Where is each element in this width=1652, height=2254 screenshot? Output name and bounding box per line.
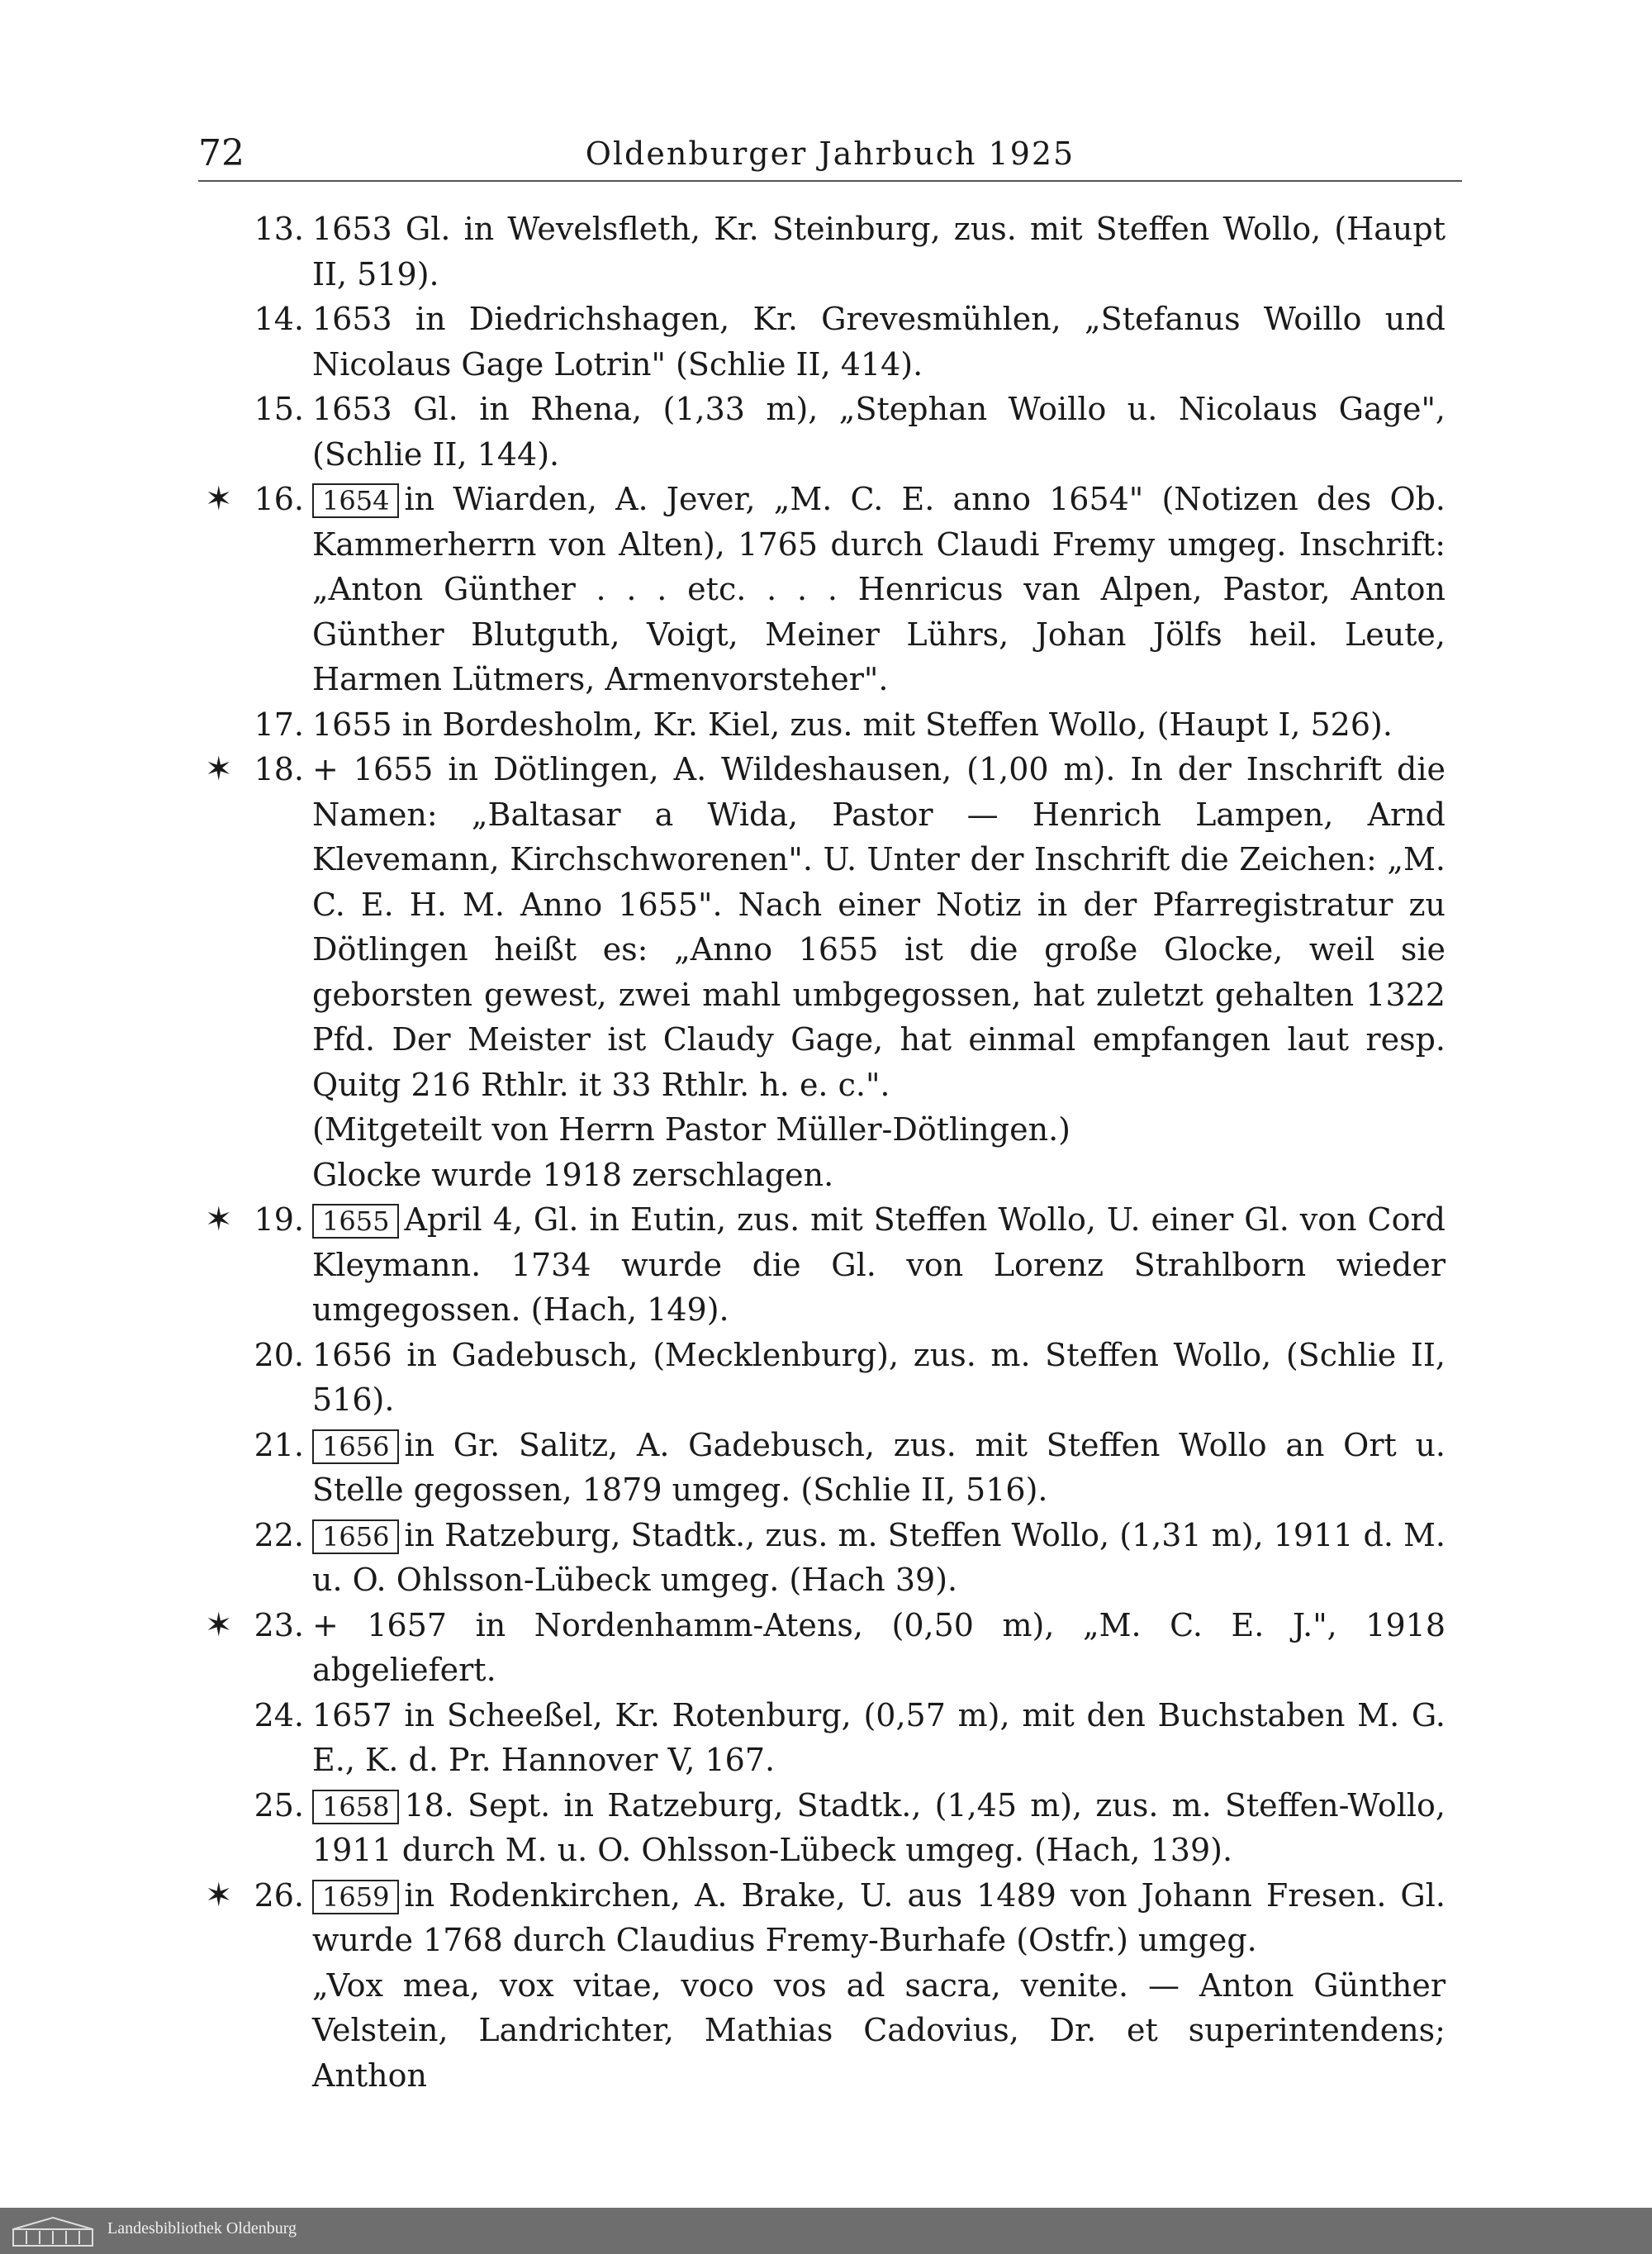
list-item	[0, 387, 1652, 477]
entry-body: + 1655 in Dötlingen, A. Wildeshausen, (1,00 m). In der Inschrift die Namen: „Baltasar a Wida, Pastor — Henrich Lampen, Arnd Klevemann, Kirchschworenen". U. Unter der Inschrift die Zeichen: „M. C. E. H. M. Anno 1655". Nach einer Notiz in der Pfarregistratur zu Dötlingen heißt es: „Anno 1655 ist die große Glocke, weil sie geborsten gewest, zwei mahl umbgegossen, hat zuletzt gehalten 1322 Pfd. Der Meister ist Claudy Gage, hat einmal empfangen laut resp. Quitg 216 Rthlr. it 33 Rthlr. h. e. c.".	[312, 751, 1446, 1103]
entry-body: (Mitgeteilt von Herrn Pastor Müller-Dötlingen.)	[312, 1111, 1070, 1148]
boxed-year: 1659	[312, 1880, 399, 1914]
footer-label: Landesbibliothek Oldenburg	[107, 2219, 297, 2237]
entry-body: „Vox mea, vox vitae, voco vos ad sacra, venite. — Anton Günther Velstein, Landrichter, Mathias Cadovius, Dr. et superintendens; Anthon	[312, 1966, 1446, 2094]
entry-text	[312, 1513, 1446, 1603]
entry-body: 1653 Gl. in Rhena, (1,33 m), „Stephan Woillo u. Nicolaus Gage", (Schlie II, 144).	[312, 391, 1446, 473]
boxed-year: 1656	[312, 1429, 399, 1464]
list-item	[0, 1693, 1652, 1783]
entry-number: 26.	[254, 1876, 304, 1914]
running-title: Oldenburger Jahrbuch 1925	[585, 136, 1075, 172]
entry-number: 18.	[254, 751, 304, 787]
entry-number: 25.	[254, 1786, 304, 1824]
entry-text	[312, 1107, 1446, 1153]
entry-number: 22.	[254, 1516, 304, 1553]
entry-body: + 1657 in Nordenhamm-Atens, (0,50 m), „M. C. E. J.", 1918 abgeliefert.	[312, 1606, 1446, 1688]
library-building-icon	[12, 2214, 94, 2247]
entry-text	[312, 297, 1446, 387]
entry-body: in Gr. Salitz, A. Gadebusch, zus. mit Steffen Wollo an Ort u. Stelle gegossen, 1879 umgeg. (Schlie II, 516).	[312, 1426, 1446, 1508]
entry-number: 15.	[254, 391, 304, 427]
entry-list	[0, 207, 1652, 2098]
entry-body: in Ratzeburg, Stadtk., zus. m. Steffen Wollo, (1,31 m), 1911 d. M. u. O. Ohlsson-Lübeck umgeg. (Hach 39).	[312, 1516, 1446, 1598]
entry-number: 19.	[254, 1201, 304, 1238]
entry-number: 24.	[254, 1696, 304, 1733]
list-item	[0, 1873, 1652, 1963]
entry-number: 17.	[254, 706, 304, 743]
entry-text	[312, 1153, 1446, 1198]
entry-text	[312, 1963, 1446, 2099]
entry-text	[312, 747, 1446, 1107]
boxed-year: 1654	[312, 483, 399, 518]
star-marker-icon: ✶	[205, 1876, 233, 1914]
entry-body: Glocke wurde 1918 zerschlagen.	[312, 1156, 834, 1193]
entry-text	[312, 1603, 1446, 1693]
entry-body: in Rodenkirchen, A. Brake, U. aus 1489 von Johann Fresen. Gl. wurde 1768 durch Claudius Fremy-Burhafe (Ostfr.) umgeg.	[312, 1876, 1446, 1958]
star-marker-icon: ✶	[205, 1605, 233, 1644]
entry-text	[312, 702, 1446, 748]
star-marker-icon: ✶	[205, 480, 233, 518]
list-item	[0, 1153, 1652, 1198]
list-item	[0, 297, 1652, 387]
entry-text	[312, 1423, 1446, 1513]
list-item	[0, 1197, 1652, 1333]
list-item	[0, 1963, 1652, 2099]
star-marker-icon: ✶	[205, 1201, 233, 1239]
entry-number: 23.	[254, 1606, 304, 1643]
entry-number: 20.	[254, 1336, 304, 1373]
list-item	[0, 1423, 1652, 1513]
boxed-year: 1655	[312, 1204, 399, 1239]
page-number: 72	[198, 132, 244, 174]
entry-body: in Wiarden, A. Jever, „M. C. E. anno 1654" (Notizen des Ob. Kammerherrn von Alten), 1765 durch Claudi Fremy umgeg. Inschrift: „Anton Günther . . . etc. . . . Henricus van Alpen, Pastor, Anton Günther Blutguth, Voigt, Meiner Lührs, Johan Jölfs heil. Leute, Harmen Lütmers, Armenvorsteher".	[312, 481, 1446, 697]
entry-text	[312, 207, 1446, 297]
entry-body: 1653 Gl. in Wevelsfleth, Kr. Steinburg, zus. mit Steffen Wollo, (Haupt II, 519).	[312, 211, 1446, 292]
entry-text	[312, 1693, 1446, 1783]
entry-body: 1656 in Gadebusch, (Mecklenburg), zus. m. Steffen Wollo, (Schlie II, 516).	[312, 1336, 1446, 1418]
entry-number: 14.	[254, 301, 304, 337]
entry-body: April 4, Gl. in Eutin, zus. mit Steffen Wollo, U. einer Gl. von Cord Kleymann. 1734 wurde die Gl. von Lorenz Strahlborn wieder umgegossen. (Hach, 149).	[312, 1201, 1446, 1328]
entry-number: 16.	[254, 481, 304, 517]
entry-body: 1657 in Scheeßel, Kr. Rotenburg, (0,57 m), mit den Buchstaben M. G. E., K. d. Pr. Hannover V, 167.	[312, 1696, 1446, 1778]
list-item	[0, 1513, 1652, 1603]
entry-body: 18. Sept. in Ratzeburg, Stadtk., (1,45 m), zus. m. Steffen-Wollo, 1911 durch M. u. O. Ohlsson-Lübeck umgeg. (Hach, 139).	[312, 1786, 1446, 1868]
list-item	[0, 1333, 1652, 1423]
list-item	[0, 747, 1652, 1107]
entry-number: 13.	[254, 211, 304, 247]
list-item	[0, 702, 1652, 748]
entry-text	[312, 1197, 1446, 1333]
boxed-year: 1658	[312, 1790, 399, 1824]
star-marker-icon: ✶	[205, 750, 233, 788]
boxed-year: 1656	[312, 1519, 399, 1554]
list-item	[0, 1783, 1652, 1873]
list-item	[0, 1603, 1652, 1693]
entry-text	[312, 1873, 1446, 1963]
page-header	[198, 132, 1462, 182]
entry-text	[312, 387, 1446, 477]
entry-body: 1653 in Diedrichshagen, Kr. Grevesmühlen, „Stefanus Woillo und Nicolaus Gage Lotrin" (Schlie II, 414).	[312, 301, 1446, 383]
header-rule	[198, 180, 1462, 182]
entry-text	[312, 1783, 1446, 1873]
entry-body: 1655 in Bordesholm, Kr. Kiel, zus. mit Steffen Wollo, (Haupt I, 526).	[312, 706, 1393, 743]
list-item	[0, 207, 1652, 297]
footer-bar	[0, 2208, 1652, 2254]
list-item	[0, 477, 1652, 702]
entry-number: 21.	[254, 1426, 304, 1463]
entry-text	[312, 1333, 1446, 1423]
list-item	[0, 1107, 1652, 1153]
entry-text	[312, 477, 1446, 702]
